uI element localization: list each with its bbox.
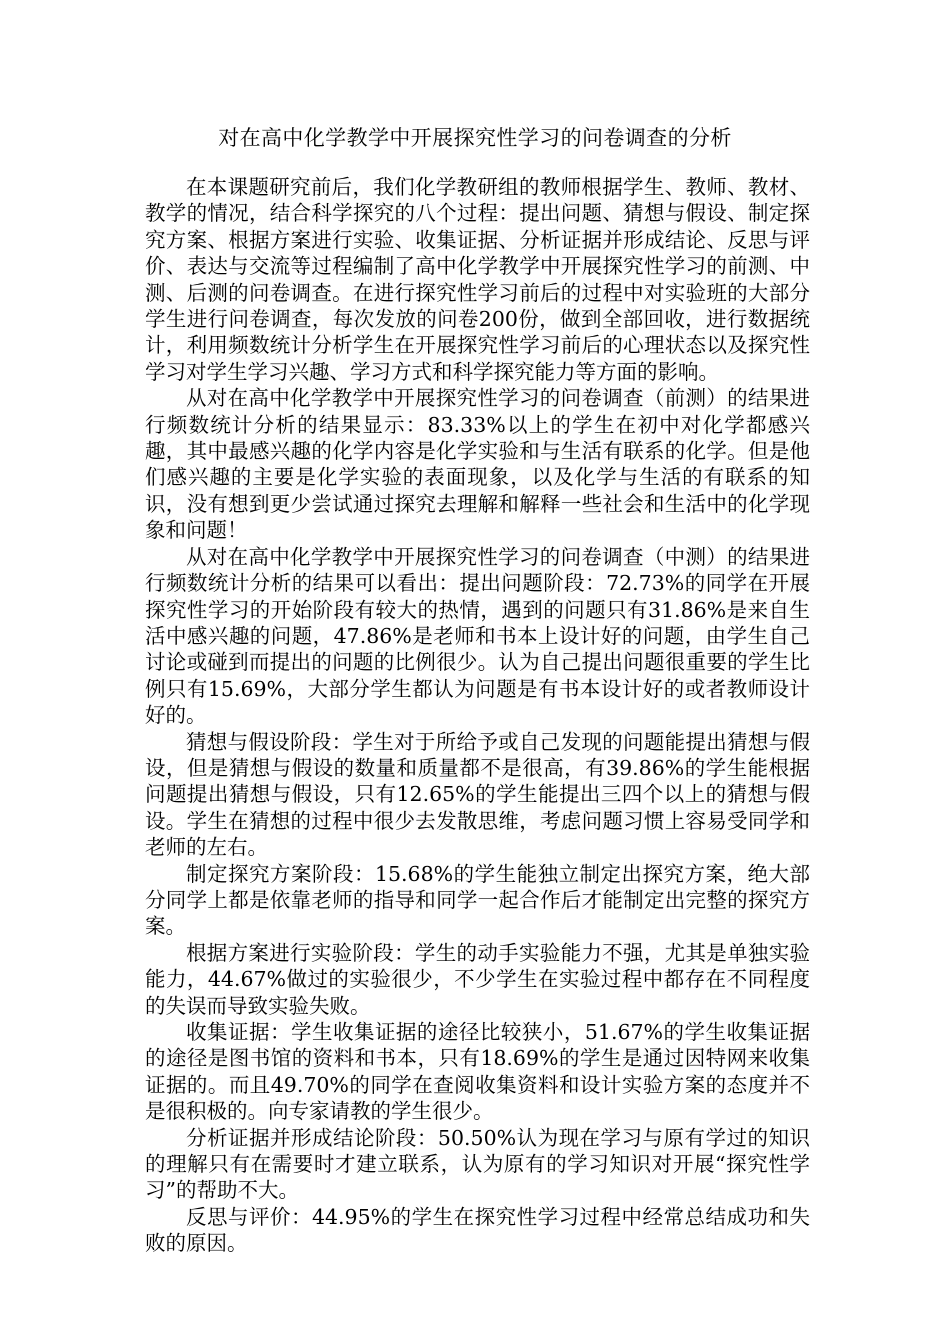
paragraph-reflection: 反思与评价：44.95%的学生在探究性学习过程中经常总结成功和失败的原因。 <box>145 1204 810 1256</box>
paragraph-evidence-analysis: 分析证据并形成结论阶段：50.50%认为现在学习与原有学过的知识的理解只有在需要时才建立联系，认为原有的学习知识对开展“探究性学习”的帮助不大。 <box>145 1125 810 1203</box>
document-body <box>145 174 810 1257</box>
paragraph-intro: 在本课题研究前后，我们化学教研组的教师根据学生、教师、教材、教学的情况，结合科学探究的八个过程：提出问题、猜想与假设、制定探究方案、根据方案进行实验、收集证据、分析证据并形成结论、反思与评价、表达与交流等过程编制了高中化学教学中开展探究性学习的前测、中测、后测的问卷调查。在进行探究性学习前后的过程中对实验班的大部分学生进行问卷调查，每次发放的问卷200份，做到全部回收，进行数据统计，利用频数统计分析学生在开展探究性学习前后的心理状态以及探究性学习对学生学习兴趣、学习方式和科学探究能力等方面的影响。 <box>145 175 810 384</box>
document-title: 对在高中化学教学中开展探究性学习的问卷调查的分析 <box>218 126 732 150</box>
paragraph-evidence-collection: 收集证据：学生收集证据的途径比较狭小，51.67%的学生收集证据的途径是图书馆的资料和书本，只有18.69%的学生是通过因特网来收集证据的。而且49.70%的同学在查阅收集资料和设计实验方案的态度并不是很积极的。向专家请教的学生很少。 <box>145 1020 810 1124</box>
paragraph-experiment-stage: 根据方案进行实验阶段：学生的动手实验能力不强，尤其是单独实验能力，44.67%做过的实验很少，不少学生在实验过程中都存在不同程度的失误而导致实验失败。 <box>145 940 810 1018</box>
paragraph-plan-stage: 制定探究方案阶段：15.68%的学生能独立制定出探究方案，绝大部分同学上都是依靠老师的指导和同学一起合作后才能制定出完整的探究方案。 <box>145 861 810 939</box>
paragraph-midtest-results: 从对在高中化学教学中开展探究性学习的问卷调查（中测）的结果进行频数统计分析的结果可以看出：提出问题阶段：72.73%的同学在开展探究性学习的开始阶段有较大的热情，遇到的问题只有31.86%是来自生活中感兴趣的问题，47.86%是老师和书本上设计好的问题，由学生自己讨论或碰到而提出的问题的比例很少。认为自己提出问题很重要的学生比例只有15.69%，大部分学生都认为问题是有书本设计好的或者教师设计好的。 <box>145 544 810 728</box>
paragraph-pretest-results: 从对在高中化学教学中开展探究性学习的问卷调查（前测）的结果进行频数统计分析的结果显示：83.33%以上的学生在初中对化学都感兴趣，其中最感兴趣的化学内容是化学实验和与生活有联系的化学。但是他们感兴趣的主要是化学实验的表面现象，以及化学与生活的有联系的知识，没有想到更少尝试通过探究去理解和解释一些社会和生活中的化学现象和问题！ <box>145 386 810 543</box>
paragraph-hypothesis-stage: 猜想与假设阶段：学生对于所给予或自己发现的问题能提出猜想与假设，但是猜想与假设的数量和质量都不是很高，有39.86%的学生能根据问题提出猜想与假设，只有12.65%的学生能提出三四个以上的猜想与假设。学生在猜想的过程中很少去发散思维，考虑问题习惯上容易受同学和老师的左右。 <box>145 729 810 860</box>
